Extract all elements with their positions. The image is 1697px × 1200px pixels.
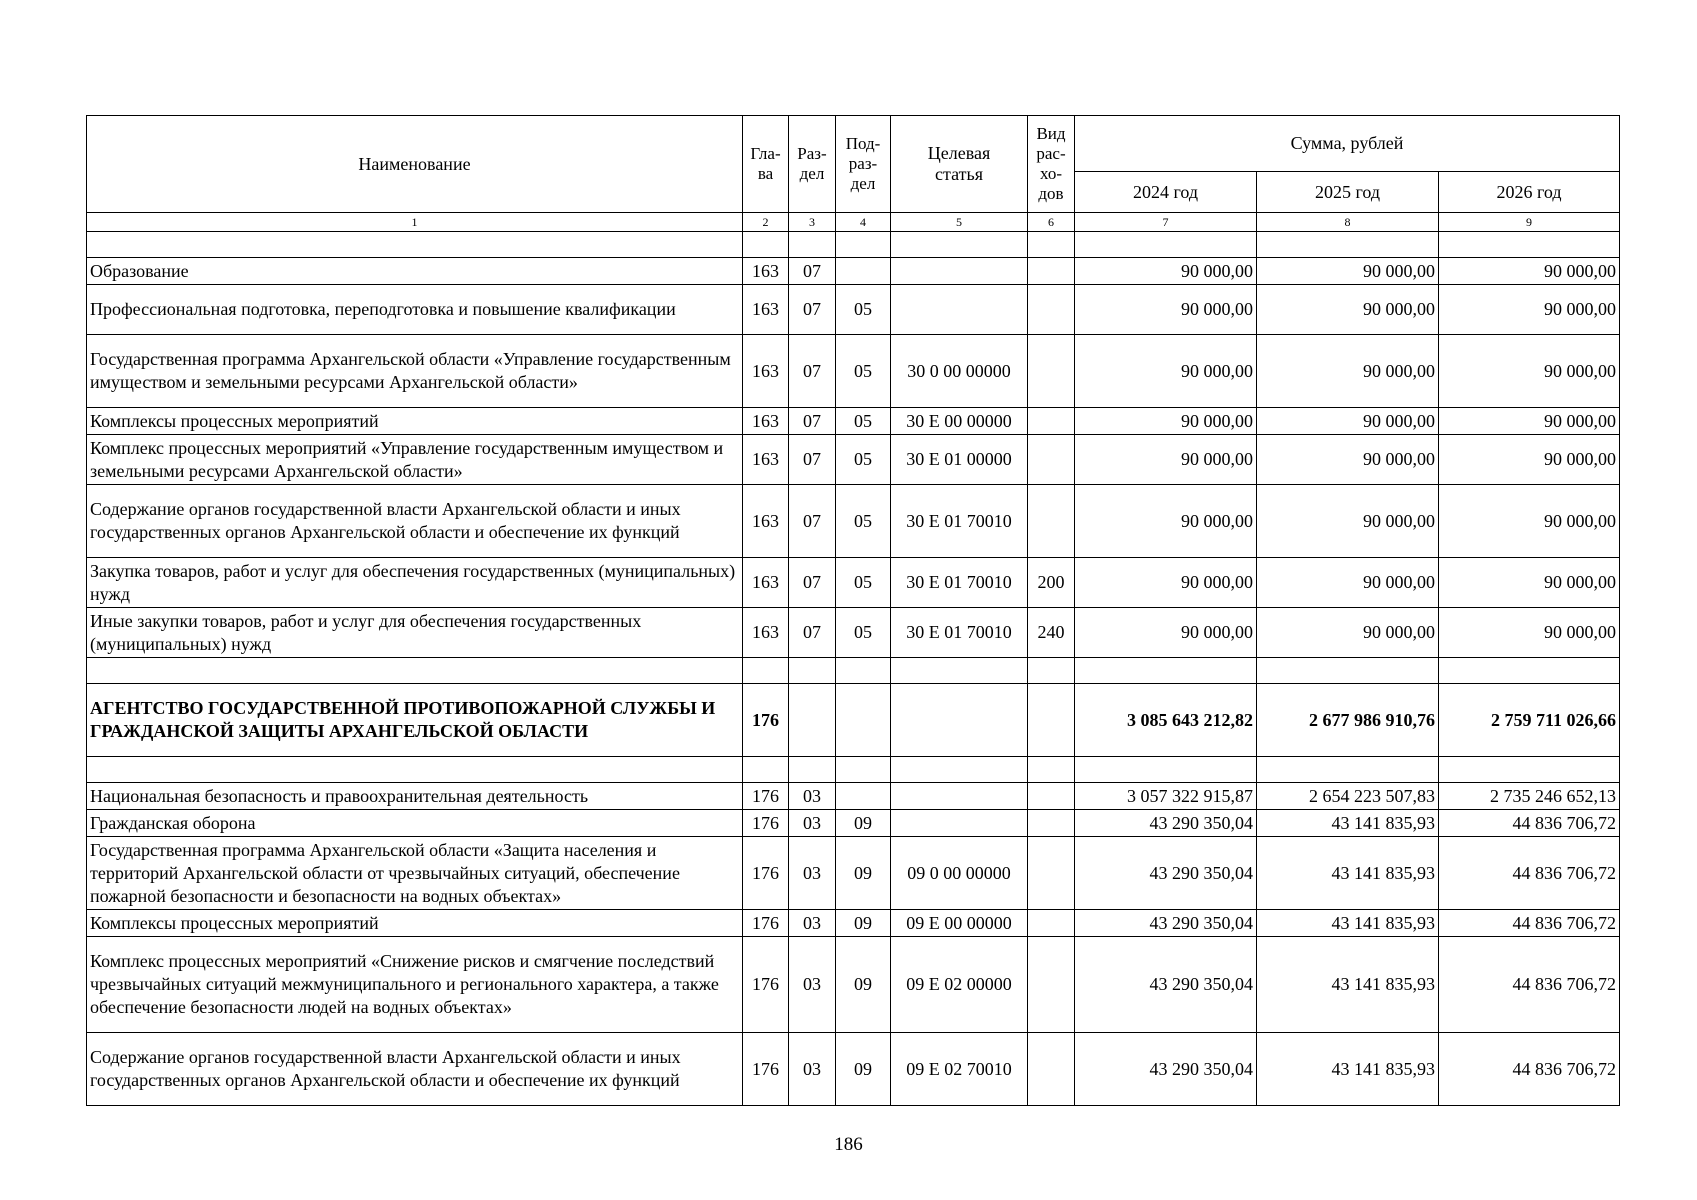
- row-name: Комплекс процессных мероприятий «Управление государственным имуществом и земельными ресурсами Архангельской области»: [87, 435, 743, 485]
- empty-cell: [1439, 232, 1620, 258]
- row-target: [891, 810, 1028, 837]
- row-expense-type: [1028, 408, 1075, 435]
- row-sum-2025: 43 141 835,93: [1257, 837, 1439, 910]
- empty-cell: [743, 658, 789, 684]
- spacer-row: [87, 232, 1620, 258]
- row-sum-2026: 90 000,00: [1439, 285, 1620, 335]
- table-row: [87, 258, 1620, 285]
- row-sum-2026: 44 836 706,72: [1439, 810, 1620, 837]
- row-target: [891, 684, 1028, 757]
- row-sum-2025: 43 141 835,93: [1257, 937, 1439, 1033]
- empty-cell: [836, 232, 891, 258]
- column-number: 4: [836, 213, 891, 232]
- row-name: Государственная программа Архангельской области «Управление государственным имуществом и земельными ресурсами Архангельской области»: [87, 335, 743, 408]
- empty-cell: [891, 658, 1028, 684]
- row-sum-2025: 90 000,00: [1257, 258, 1439, 285]
- header-chapter: Гла- ва: [743, 116, 789, 213]
- column-number: 3: [789, 213, 836, 232]
- row-target: 09 Е 02 00000: [891, 937, 1028, 1033]
- row-subsection: 09: [836, 810, 891, 837]
- row-section: 07: [789, 558, 836, 608]
- header-sum: Сумма, рублей: [1075, 116, 1620, 172]
- row-section: 03: [789, 910, 836, 937]
- table-row: [87, 937, 1620, 1033]
- table-row: [87, 783, 1620, 810]
- row-chapter: 176: [743, 810, 789, 837]
- column-number: 1: [87, 213, 743, 232]
- row-name: Комплексы процессных мероприятий: [87, 408, 743, 435]
- row-sum-2025: 43 141 835,93: [1257, 910, 1439, 937]
- row-subsection: 09: [836, 1033, 891, 1106]
- row-subsection: 05: [836, 435, 891, 485]
- budget-table: [86, 115, 1620, 1106]
- row-target: [891, 285, 1028, 335]
- header-name: Наименование: [87, 116, 743, 213]
- header-year-2026: 2026 год: [1439, 172, 1620, 213]
- row-sum-2025: 2 677 986 910,76: [1257, 684, 1439, 757]
- row-section: 03: [789, 937, 836, 1033]
- row-subsection: 05: [836, 285, 891, 335]
- row-subsection: 05: [836, 408, 891, 435]
- row-section: 03: [789, 837, 836, 910]
- spacer-row: [87, 757, 1620, 783]
- header-expense-type: Вид рас- хо- дов: [1028, 116, 1075, 213]
- row-name: Содержание органов государственной власти Архангельской области и иных государственных органов Архангельской области и обеспечение их функций: [87, 1033, 743, 1106]
- row-target: 30 0 00 00000: [891, 335, 1028, 408]
- row-chapter: 163: [743, 558, 789, 608]
- row-chapter: 176: [743, 937, 789, 1033]
- row-sum-2025: 90 000,00: [1257, 558, 1439, 608]
- empty-cell: [743, 232, 789, 258]
- column-number: 9: [1439, 213, 1620, 232]
- table-row: [87, 810, 1620, 837]
- row-section: 07: [789, 435, 836, 485]
- empty-cell: [87, 658, 743, 684]
- row-expense-type: [1028, 335, 1075, 408]
- table-row: [87, 558, 1620, 608]
- row-name: Образование: [87, 258, 743, 285]
- row-sum-2025: 90 000,00: [1257, 485, 1439, 558]
- row-sum-2024: 43 290 350,04: [1075, 837, 1257, 910]
- row-expense-type: 200: [1028, 558, 1075, 608]
- row-name: Профессиональная подготовка, переподготовка и повышение квалификации: [87, 285, 743, 335]
- row-expense-type: 240: [1028, 608, 1075, 658]
- table-row: [87, 408, 1620, 435]
- header-year-2024: 2024 год: [1075, 172, 1257, 213]
- empty-cell: [789, 757, 836, 783]
- row-sum-2024: 90 000,00: [1075, 335, 1257, 408]
- header-target: Целевая статья: [891, 116, 1028, 213]
- row-target: [891, 783, 1028, 810]
- row-name: Национальная безопасность и правоохранительная деятельность: [87, 783, 743, 810]
- row-section: 07: [789, 408, 836, 435]
- empty-cell: [1028, 232, 1075, 258]
- row-target: 30 Е 01 70010: [891, 485, 1028, 558]
- page-number: 186: [834, 1134, 863, 1155]
- table-row: [87, 485, 1620, 558]
- row-target: 09 Е 00 00000: [891, 910, 1028, 937]
- row-expense-type: [1028, 810, 1075, 837]
- empty-cell: [1075, 232, 1257, 258]
- empty-cell: [789, 658, 836, 684]
- row-sum-2024: 90 000,00: [1075, 608, 1257, 658]
- row-subsection: 09: [836, 910, 891, 937]
- row-sum-2024: 90 000,00: [1075, 435, 1257, 485]
- row-target: 09 0 00 00000: [891, 837, 1028, 910]
- row-sum-2025: 43 141 835,93: [1257, 1033, 1439, 1106]
- row-sum-2024: 90 000,00: [1075, 285, 1257, 335]
- empty-cell: [1028, 757, 1075, 783]
- row-target: 30 Е 01 70010: [891, 608, 1028, 658]
- row-chapter: 163: [743, 608, 789, 658]
- empty-cell: [1257, 757, 1439, 783]
- row-section: [789, 684, 836, 757]
- row-expense-type: [1028, 285, 1075, 335]
- empty-cell: [789, 232, 836, 258]
- row-expense-type: [1028, 684, 1075, 757]
- row-subsection: [836, 258, 891, 285]
- row-chapter: 176: [743, 1033, 789, 1106]
- row-subsection: 05: [836, 558, 891, 608]
- header-section: Раз- дел: [789, 116, 836, 213]
- empty-cell: [87, 757, 743, 783]
- row-name: Закупка товаров, работ и услуг для обеспечения государственных (муниципальных) нужд: [87, 558, 743, 608]
- empty-cell: [891, 757, 1028, 783]
- row-chapter: 176: [743, 783, 789, 810]
- row-sum-2024: 90 000,00: [1075, 408, 1257, 435]
- row-sum-2026: 90 000,00: [1439, 608, 1620, 658]
- row-chapter: 163: [743, 408, 789, 435]
- row-name: Содержание органов государственной власти Архангельской области и иных государственных органов Архангельской области и обеспечение их функций: [87, 485, 743, 558]
- row-name: АГЕНТСТВО ГОСУДАРСТВЕННОЙ ПРОТИВОПОЖАРНОЙ СЛУЖБЫ И ГРАЖДАНСКОЙ ЗАЩИТЫ АРХАНГЕЛЬСКОЙ ОБЛАСТИ: [87, 684, 743, 757]
- row-sum-2026: 90 000,00: [1439, 408, 1620, 435]
- row-sum-2024: 43 290 350,04: [1075, 937, 1257, 1033]
- empty-cell: [87, 232, 743, 258]
- table-row: [87, 910, 1620, 937]
- row-expense-type: [1028, 910, 1075, 937]
- empty-cell: [891, 232, 1028, 258]
- row-sum-2025: 43 141 835,93: [1257, 810, 1439, 837]
- row-section: 03: [789, 1033, 836, 1106]
- row-sum-2026: 2 735 246 652,13: [1439, 783, 1620, 810]
- row-expense-type: [1028, 937, 1075, 1033]
- column-number: 5: [891, 213, 1028, 232]
- empty-cell: [1075, 658, 1257, 684]
- table-row: [87, 684, 1620, 757]
- row-name: Иные закупки товаров, работ и услуг для обеспечения государственных (муниципальных) нужд: [87, 608, 743, 658]
- table-row: [87, 335, 1620, 408]
- row-expense-type: [1028, 258, 1075, 285]
- empty-cell: [836, 757, 891, 783]
- row-sum-2026: 44 836 706,72: [1439, 837, 1620, 910]
- column-number: 8: [1257, 213, 1439, 232]
- row-sum-2024: 3 085 643 212,82: [1075, 684, 1257, 757]
- row-name: Гражданская оборона: [87, 810, 743, 837]
- row-sum-2026: 90 000,00: [1439, 485, 1620, 558]
- row-sum-2026: 90 000,00: [1439, 558, 1620, 608]
- row-sum-2025: 2 654 223 507,83: [1257, 783, 1439, 810]
- empty-cell: [1439, 757, 1620, 783]
- row-sum-2024: 90 000,00: [1075, 558, 1257, 608]
- row-expense-type: [1028, 783, 1075, 810]
- row-sum-2025: 90 000,00: [1257, 608, 1439, 658]
- row-subsection: 09: [836, 837, 891, 910]
- empty-cell: [1439, 658, 1620, 684]
- row-sum-2026: 90 000,00: [1439, 435, 1620, 485]
- row-sum-2026: 44 836 706,72: [1439, 1033, 1620, 1106]
- header-year-2025: 2025 год: [1257, 172, 1439, 213]
- row-sum-2024: 3 057 322 915,87: [1075, 783, 1257, 810]
- empty-cell: [743, 757, 789, 783]
- row-sum-2025: 90 000,00: [1257, 435, 1439, 485]
- row-section: 07: [789, 608, 836, 658]
- row-chapter: 163: [743, 285, 789, 335]
- row-sum-2026: 2 759 711 026,66: [1439, 684, 1620, 757]
- row-chapter: 176: [743, 910, 789, 937]
- spacer-row: [87, 658, 1620, 684]
- row-section: 07: [789, 335, 836, 408]
- row-sum-2024: 43 290 350,04: [1075, 810, 1257, 837]
- row-name: Комплекс процессных мероприятий «Снижение рисков и смягчение последствий чрезвычайных ситуаций межмуниципального и регионального характера, а также обеспечение безопасности людей на водных объектах»: [87, 937, 743, 1033]
- column-number: 2: [743, 213, 789, 232]
- table-row: [87, 435, 1620, 485]
- row-chapter: 176: [743, 837, 789, 910]
- row-name: Государственная программа Архангельской области «Защита населения и территорий Архангельской области от чрезвычайных ситуаций, обеспечение пожарной безопасности и безопасности на водных объектах»: [87, 837, 743, 910]
- row-expense-type: [1028, 837, 1075, 910]
- row-target: [891, 258, 1028, 285]
- row-chapter: 163: [743, 335, 789, 408]
- row-sum-2024: 43 290 350,04: [1075, 1033, 1257, 1106]
- row-sum-2024: 90 000,00: [1075, 485, 1257, 558]
- empty-cell: [1075, 757, 1257, 783]
- row-section: 03: [789, 783, 836, 810]
- column-numbers-row: [87, 213, 1620, 232]
- row-sum-2026: 90 000,00: [1439, 258, 1620, 285]
- column-number: 6: [1028, 213, 1075, 232]
- row-target: 30 Е 01 70010: [891, 558, 1028, 608]
- row-section: 07: [789, 258, 836, 285]
- empty-cell: [1028, 658, 1075, 684]
- row-section: 03: [789, 810, 836, 837]
- row-subsection: 05: [836, 608, 891, 658]
- row-chapter: 163: [743, 258, 789, 285]
- row-subsection: 05: [836, 485, 891, 558]
- row-sum-2026: 44 836 706,72: [1439, 937, 1620, 1033]
- row-subsection: 05: [836, 335, 891, 408]
- table-row: [87, 1033, 1620, 1106]
- row-section: 07: [789, 485, 836, 558]
- row-expense-type: [1028, 485, 1075, 558]
- empty-cell: [836, 658, 891, 684]
- row-target: 09 Е 02 70010: [891, 1033, 1028, 1106]
- row-sum-2024: 90 000,00: [1075, 258, 1257, 285]
- empty-cell: [1257, 658, 1439, 684]
- row-name: Комплексы процессных мероприятий: [87, 910, 743, 937]
- row-sum-2026: 90 000,00: [1439, 335, 1620, 408]
- table-row: [87, 608, 1620, 658]
- row-sum-2025: 90 000,00: [1257, 408, 1439, 435]
- row-subsection: [836, 684, 891, 757]
- row-subsection: 09: [836, 937, 891, 1033]
- empty-cell: [1257, 232, 1439, 258]
- row-chapter: 163: [743, 435, 789, 485]
- row-section: 07: [789, 285, 836, 335]
- table-row: [87, 837, 1620, 910]
- row-sum-2026: 44 836 706,72: [1439, 910, 1620, 937]
- row-expense-type: [1028, 435, 1075, 485]
- table-row: [87, 285, 1620, 335]
- row-subsection: [836, 783, 891, 810]
- row-sum-2024: 43 290 350,04: [1075, 910, 1257, 937]
- row-sum-2025: 90 000,00: [1257, 285, 1439, 335]
- row-chapter: 176: [743, 684, 789, 757]
- row-expense-type: [1028, 1033, 1075, 1106]
- column-number: 7: [1075, 213, 1257, 232]
- row-target: 30 Е 01 00000: [891, 435, 1028, 485]
- row-target: 30 Е 00 00000: [891, 408, 1028, 435]
- header-subsection: Под- раз- дел: [836, 116, 891, 213]
- row-chapter: 163: [743, 485, 789, 558]
- row-sum-2025: 90 000,00: [1257, 335, 1439, 408]
